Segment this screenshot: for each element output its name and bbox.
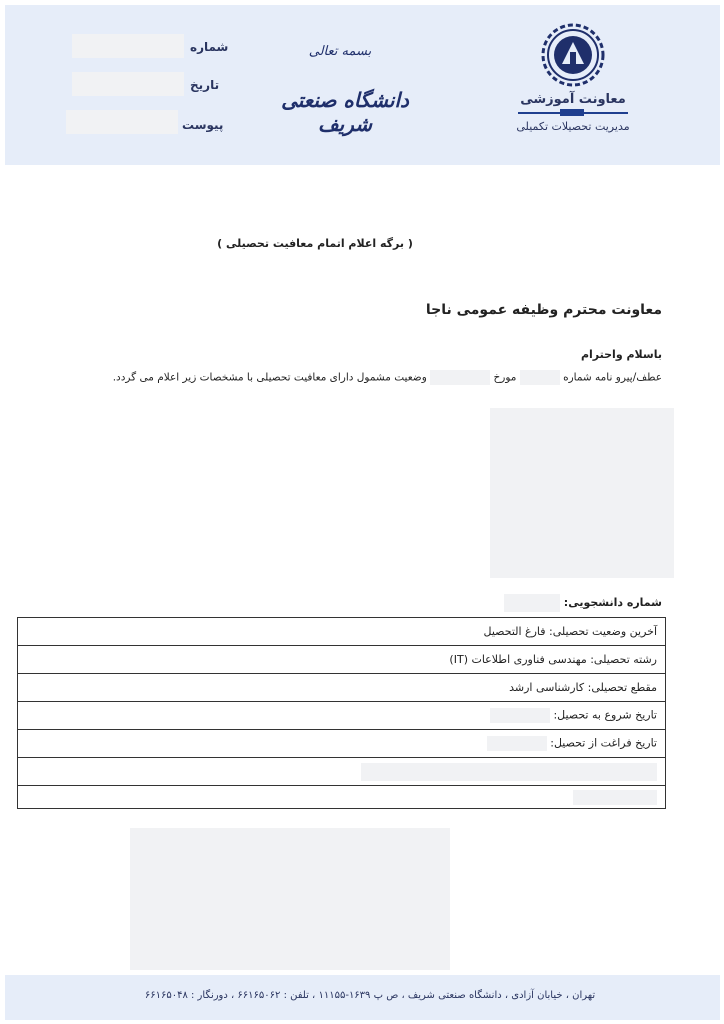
greeting: باسلام واحترام <box>580 348 662 361</box>
unit-name: معاونت آموزشی <box>520 92 626 107</box>
redacted-text <box>573 790 657 805</box>
attachment-label: پیوست <box>182 118 224 132</box>
end-date-redacted <box>487 736 547 751</box>
recipient: معاونت محترم وظیفه عمومی ناجا <box>425 302 662 318</box>
end-date-label: تاریخ فراغت از تحصیل: <box>550 736 657 750</box>
date-field <box>72 72 184 96</box>
university-name: دانشگاه صنعتی شریف <box>281 88 409 136</box>
subunit-name: مدیریت تحصیلات تکمیلی <box>516 120 630 133</box>
start-date-cell <box>18 702 666 730</box>
student-info-table <box>17 617 666 809</box>
student-id-redacted <box>504 594 560 612</box>
student-id-line <box>300 594 662 612</box>
body-date-text: مورخ <box>493 371 517 384</box>
redacted-cell <box>18 758 666 786</box>
degree-cell: مقطع تحصیلی: کارشناسی ارشد <box>18 674 666 702</box>
divider-mark <box>560 109 584 116</box>
table-row <box>18 646 666 674</box>
body-ref-text: عطف/پیرو نامه شماره <box>563 371 662 384</box>
table-row <box>18 702 666 730</box>
table-row <box>18 730 666 758</box>
letter-number-redacted <box>520 370 560 385</box>
start-date-redacted <box>490 708 550 723</box>
photo-redacted <box>490 408 674 578</box>
date-label: تاریخ <box>190 78 220 92</box>
status-cell: آخرین وضعیت تحصیلی: فارغ التحصیل <box>18 618 666 646</box>
major-cell: رشته تحصیلی: مهندسی فناوری اطلاعات (IT) <box>18 646 666 674</box>
table-row <box>18 786 666 809</box>
attachment-field <box>66 110 178 134</box>
signature-redacted <box>130 828 450 970</box>
student-id-label: شماره دانشجویی: <box>563 596 662 609</box>
footer-address: تهران ، خیابان آزادی ، دانشگاه صنعتی شریف ، ص پ ۱۶۳۹-۱۱۱۵۵ ، تلفن : ۶۶۱۶۵۰۶۲ ، دورنگار : ۶۶۱۶۵۰۴۸ <box>144 990 596 1001</box>
invocation: بسمه تعالی <box>308 44 372 59</box>
number-field <box>72 34 184 58</box>
redacted-text <box>361 763 657 781</box>
table-row <box>18 618 666 646</box>
end-date-cell <box>18 730 666 758</box>
table-row <box>18 758 666 786</box>
letter-body <box>112 370 662 385</box>
number-label: شماره <box>190 40 229 54</box>
start-date-label: تاریخ شروع به تحصیل: <box>553 708 657 722</box>
letter-date-redacted <box>430 370 490 385</box>
form-title: ( برگه اعلام اتمام معافیت تحصیلی ) <box>217 237 413 250</box>
sharif-logo-icon <box>540 22 606 88</box>
table-row <box>18 674 666 702</box>
redacted-cell <box>18 786 666 809</box>
body-statement: وضعیت مشمول دارای معافیت تحصیلی با مشخصات زیر اعلام می گردد. <box>112 371 427 384</box>
